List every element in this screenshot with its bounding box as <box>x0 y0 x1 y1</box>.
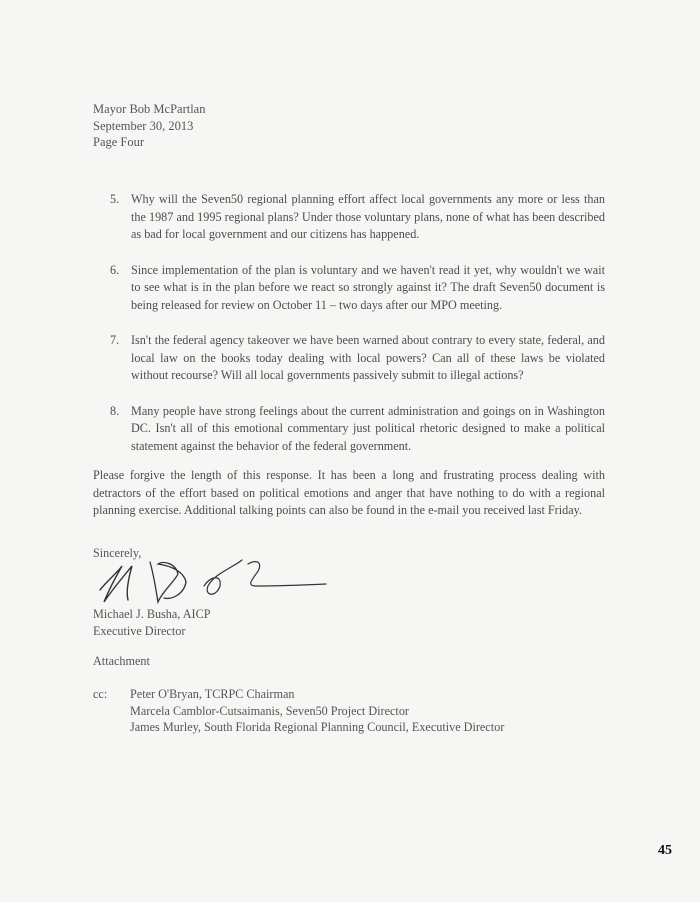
item-number: 7. <box>110 333 120 347</box>
closing-paragraph: Please forgive the length of this response. It has been a long and frustrating process dealing with detractors of the effort based on political emotions and anger that have nothing to do with a regional planning exercise. Additional talking points can also be found in the e-mail you received last Friday. <box>93 468 605 517</box>
item-number: 6. <box>110 262 120 277</box>
cc-block <box>93 686 504 736</box>
list-item <box>110 262 605 315</box>
item-text: Isn't the federal agency takeover we have been warned about contrary to every state, federal, and local law on the books today dealing with local powers? Can all of these laws be violated without recourse? Will all local governments passively submit to illegal actions? <box>131 333 605 382</box>
list-item <box>110 403 605 456</box>
cc-recipient: Peter O'Bryan, TCRPC Chairman <box>130 687 295 701</box>
question-list <box>110 191 605 473</box>
signer-name: Michael J. Busha, AICP <box>93 607 211 621</box>
page-number: 45 <box>658 843 672 858</box>
cc-label: cc: <box>93 687 108 701</box>
list-item <box>110 191 605 244</box>
cc-recipient: James Murley, South Florida Regional Planning Council, Executive Director <box>130 720 505 734</box>
recipient-name: Mayor Bob McPartlan <box>93 102 206 116</box>
list-item <box>110 332 605 385</box>
cc-recipient: Marcela Camblor-Cutsaimanis, Seven50 Project Director <box>130 703 409 718</box>
item-number: 5. <box>110 192 120 206</box>
handwritten-signature <box>92 552 332 608</box>
item-number: 8. <box>110 403 120 418</box>
attachment-note: Attachment <box>93 654 150 668</box>
letter-header <box>93 101 205 151</box>
sign-off: Sincerely, <box>93 546 142 560</box>
signer-block <box>93 606 210 640</box>
item-text: Since implementation of the plan is voluntary and we haven't read it yet, why wouldn't we wait to see what is in the plan before we react so strongly against it? The draft Seven50 document is being released for review on October 11 – two days after our MPO meeting. <box>131 262 605 312</box>
signer-title: Executive Director <box>93 624 186 638</box>
letter-date: September 30, 2013 <box>93 118 194 133</box>
page-label: Page Four <box>93 135 145 149</box>
item-text: Many people have strong feelings about the current administration and goings on in Washington DC. Isn't all of this emotional commentary just political rhetoric designed to make a political statement against the behavior of the federal government. <box>131 403 605 453</box>
cc-recipient-list <box>130 686 504 736</box>
item-text: Why will the Seven50 regional planning effort affect local governments any more or less than the 1987 and 1995 regional plans? Under those voluntary plans, none of what has been described as bad for local government and our citizens has happened. <box>131 192 605 241</box>
